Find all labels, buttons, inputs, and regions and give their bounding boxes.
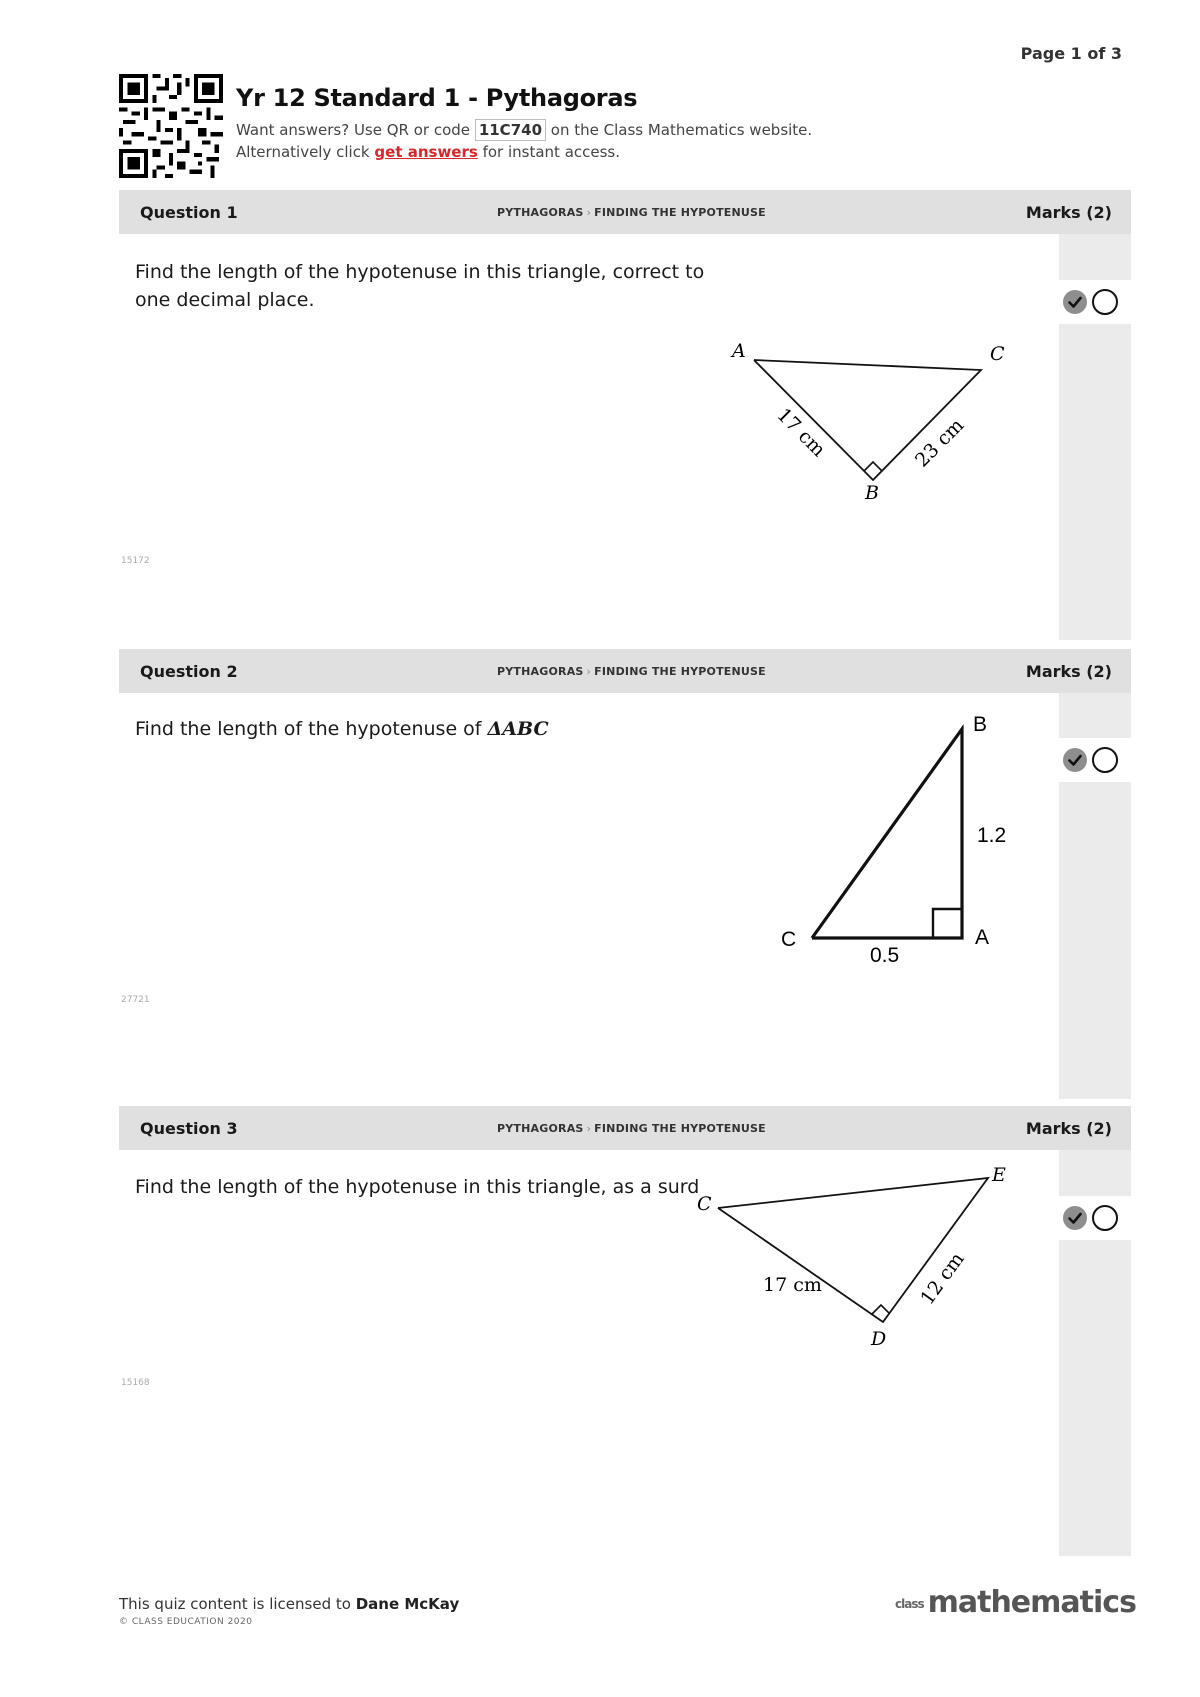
quiz-title: Yr 12 Standard 1 - Pythagoras	[236, 84, 638, 112]
question-marks: Marks (2)	[1025, 662, 1112, 681]
licence-text: This quiz content is licensed to Dane McKay	[119, 1595, 460, 1613]
alt-text: Alternatively click	[236, 143, 370, 161]
get-answers-link[interactable]: get answers	[374, 143, 478, 161]
qr-code[interactable]	[119, 74, 223, 178]
licensee-name: Dane McKay	[355, 1595, 460, 1613]
question-marks: Marks (2)	[1025, 1119, 1112, 1138]
mark-correct-icon[interactable]	[1063, 1206, 1087, 1230]
copyright: © CLASS EDUCATION 2020	[119, 1617, 253, 1627]
instructions-text: Want answers? Use QR or code	[236, 121, 471, 139]
question-2-header	[119, 649, 1131, 693]
vertex-label-d: D	[871, 1328, 887, 1350]
answers-instructions	[236, 119, 812, 141]
mark-correct-icon[interactable]	[1063, 748, 1087, 772]
question-topic: PYTHAGORAS › FINDING THE HYPOTENUSE	[497, 1122, 766, 1135]
triangle-abc-figure	[720, 330, 1020, 510]
vertex-label-c: C	[990, 343, 1005, 365]
question-3-header	[119, 1106, 1131, 1150]
side-label-de: 12 cm	[916, 1248, 969, 1309]
question-3-text: Find the length of the hypotenuse in this triangle, as a surd	[135, 1176, 700, 1198]
triangle-abc-figure	[770, 705, 1030, 975]
question-1-text: Find the length of the hypotenuse in this triangle, correct to one decimal place.	[135, 261, 705, 311]
question-marks: Marks (2)	[1025, 203, 1112, 222]
alt-text-2: for instant access.	[482, 143, 621, 161]
page-number: Page 1 of 3	[1020, 44, 1122, 63]
side-label-ab: 17 cm	[772, 403, 830, 462]
question-label: Question 3	[140, 1119, 238, 1138]
side-label-ca: 0.5	[870, 944, 900, 967]
alternative-instructions	[236, 143, 620, 161]
side-label-bc: 23 cm	[910, 414, 969, 472]
side-label-cd: 17 cm	[763, 1274, 822, 1296]
vertex-label-a: A	[732, 340, 746, 362]
vertex-label-e: E	[992, 1164, 1006, 1186]
question-topic: PYTHAGORAS › FINDING THE HYPOTENUSE	[497, 665, 766, 678]
question-label: Question 1	[140, 203, 238, 222]
question-label: Question 2	[140, 662, 238, 681]
mark-circle-icon[interactable]	[1092, 289, 1118, 315]
mark-correct-icon[interactable]	[1063, 290, 1087, 314]
quiz-code: 11C740	[475, 119, 546, 141]
question-id: 15168	[121, 1378, 150, 1388]
instructions-text-2: on the Class Mathematics website.	[550, 121, 813, 139]
question-topic: PYTHAGORAS › FINDING THE HYPOTENUSE	[497, 206, 766, 219]
triangle-cde-figure	[690, 1160, 1020, 1350]
question-1-header	[119, 190, 1131, 234]
side-label-ab: 1.2	[977, 824, 1007, 847]
class-mathematics-logo: class mathematics	[895, 1585, 1136, 1620]
vertex-label-b: B	[865, 482, 879, 504]
question-id: 27721	[121, 995, 150, 1005]
vertex-label-c: C	[781, 928, 797, 951]
question-id: 15172	[121, 556, 150, 566]
question-2-text: Find the length of the hypotenuse of ΔABC	[135, 718, 549, 740]
triangle-notation: ΔABC	[487, 718, 549, 740]
vertex-label-a: A	[975, 926, 990, 949]
mark-circle-icon[interactable]	[1092, 1205, 1118, 1231]
mark-circle-icon[interactable]	[1092, 747, 1118, 773]
vertex-label-b: B	[973, 713, 988, 736]
vertex-label-c: C	[697, 1193, 712, 1215]
